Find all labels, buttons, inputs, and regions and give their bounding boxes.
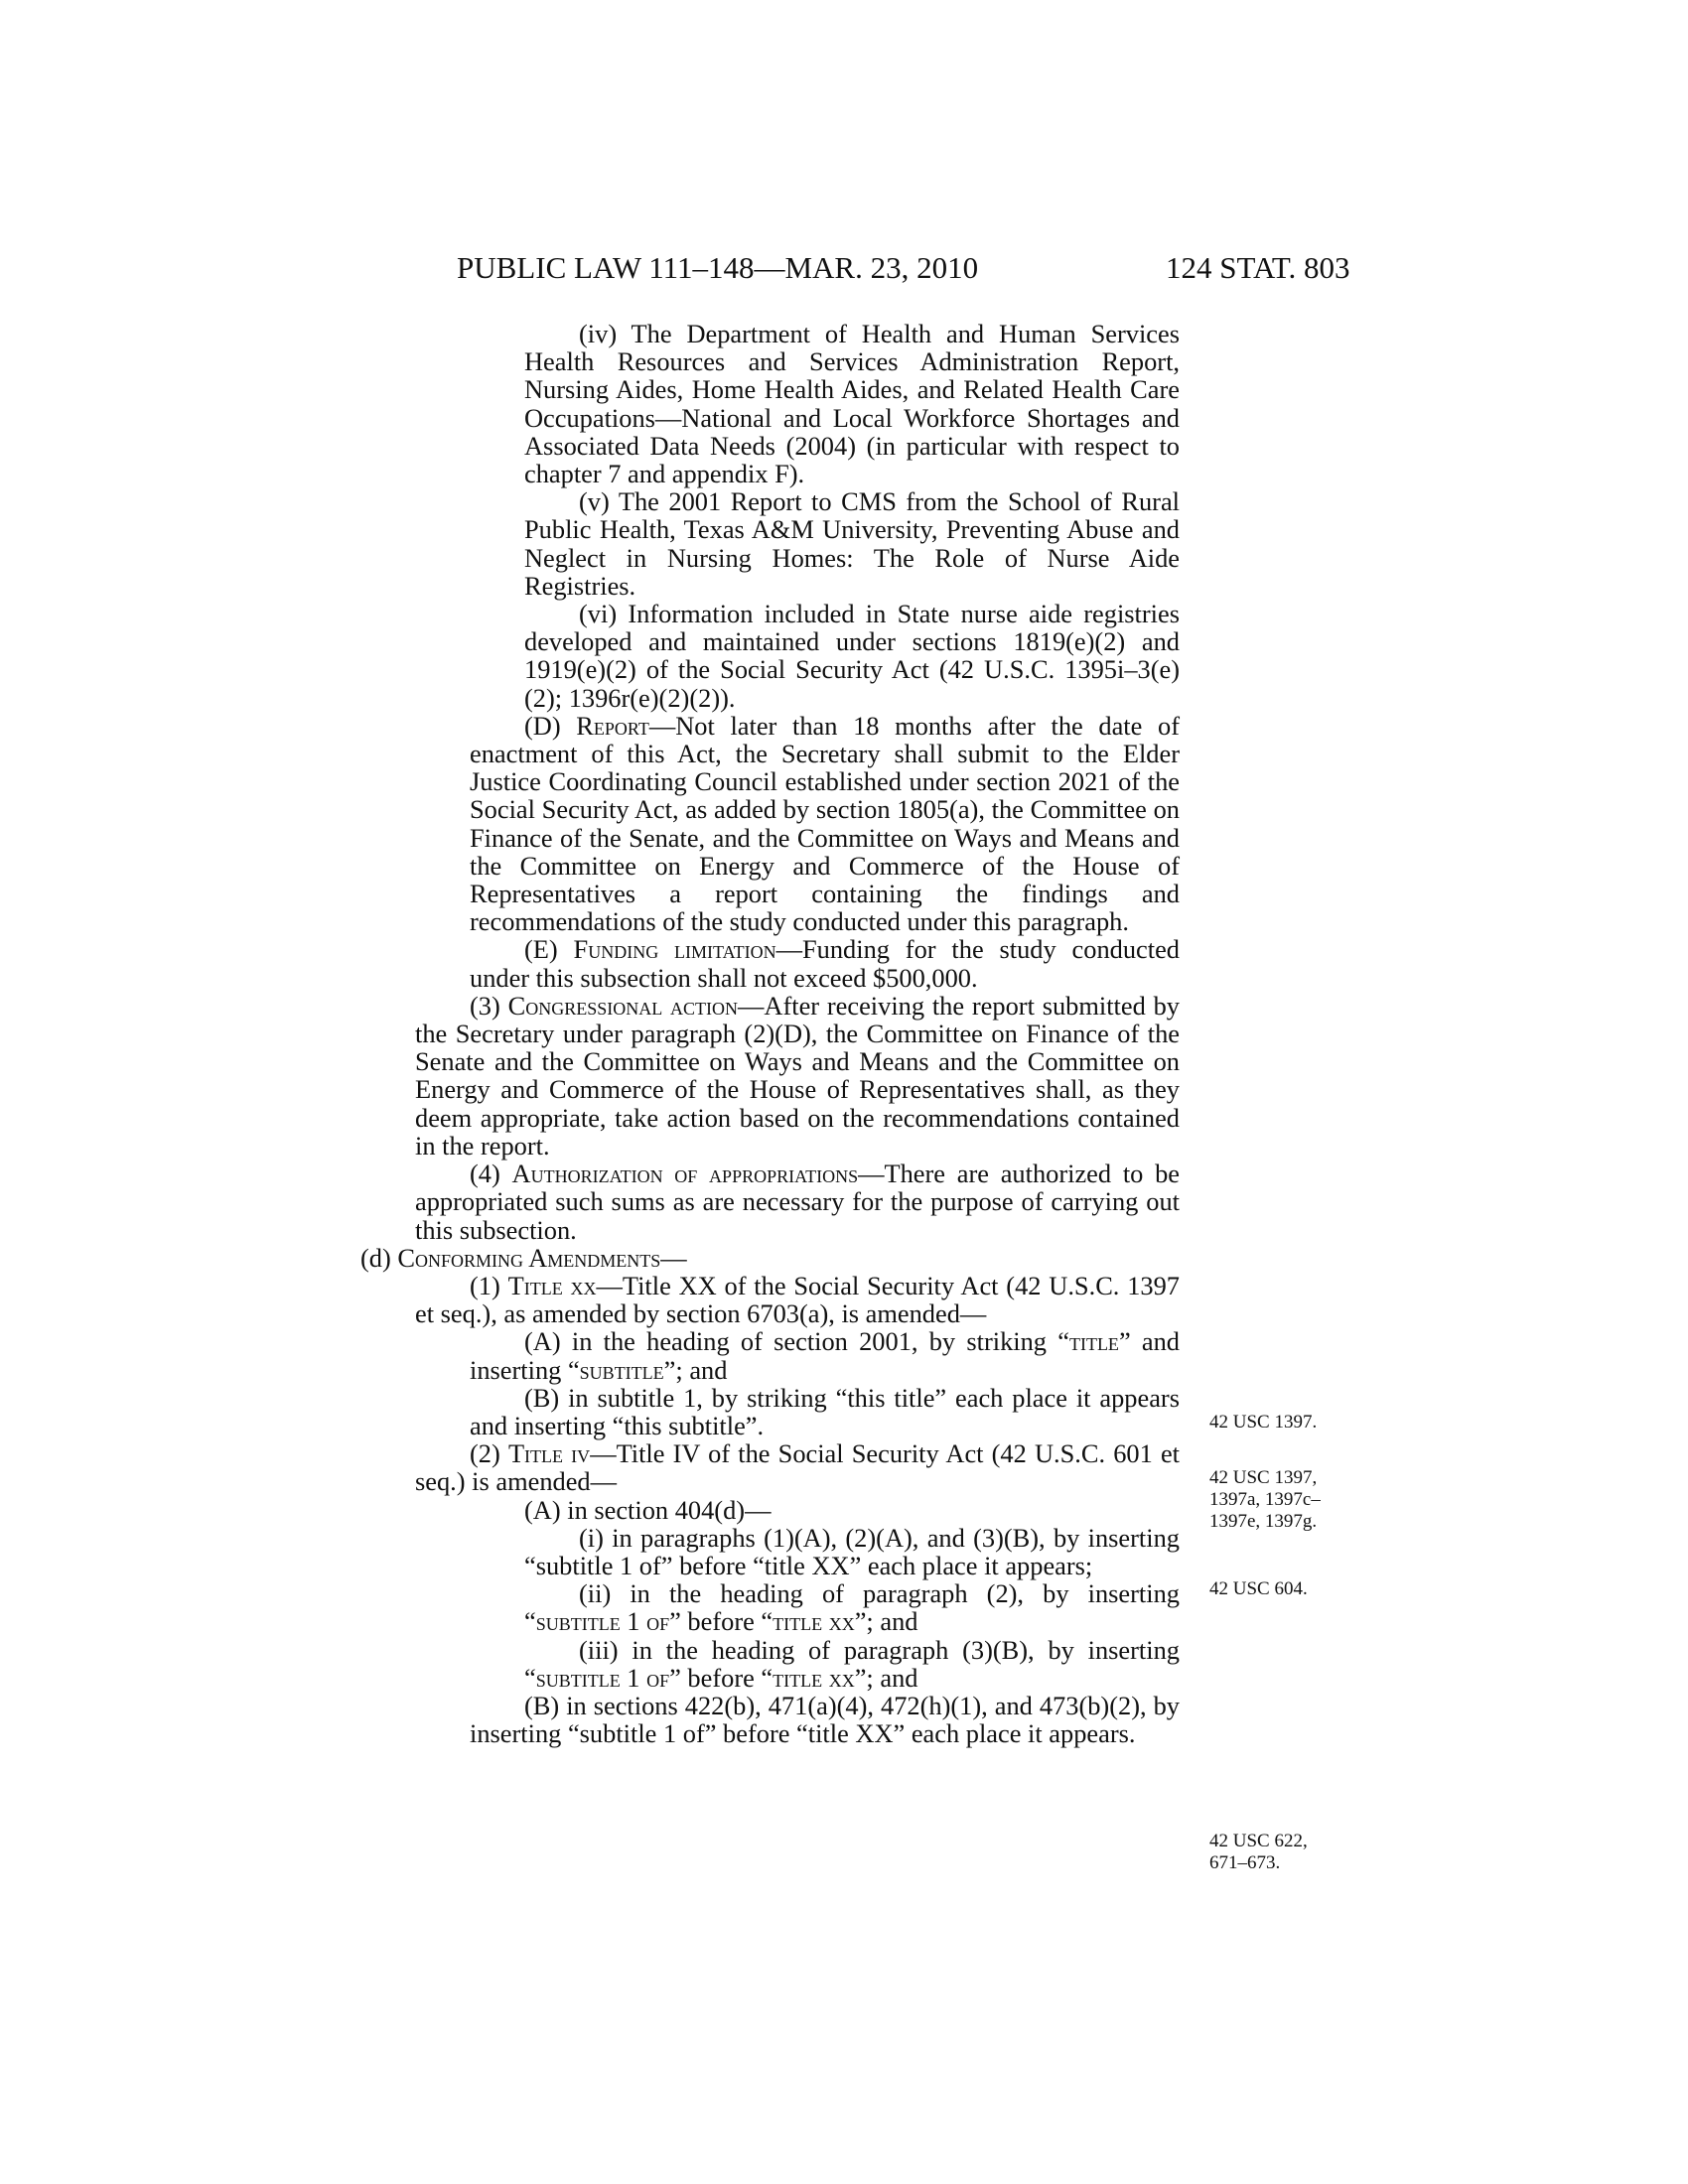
clause-d2Aiii-sc2: title xx bbox=[773, 1662, 855, 1693]
margin-note-line: 1397e, 1397g. bbox=[1209, 1511, 1318, 1532]
clause-d2Aii-a: (ii) in the heading of paragraph (2), by inserting “ bbox=[524, 1578, 1180, 1637]
subparagraph-d1A-sc1: title bbox=[1068, 1326, 1119, 1357]
subparagraph-E-num: (E) bbox=[524, 934, 558, 965]
subparagraph-E bbox=[360, 935, 1180, 991]
paragraph-d2 bbox=[360, 1439, 1180, 1495]
clause-d2Aiii-a: (iii) in the heading of paragraph (3)(B), by inserting “ bbox=[524, 1634, 1180, 1693]
subparagraph-d1A-a: (A) in the heading of section 2001, by striking “ bbox=[524, 1326, 1069, 1357]
page-header-right: 124 STAT. 803 bbox=[1166, 250, 1350, 285]
margin-note-line: 42 USC 604. bbox=[1209, 1578, 1308, 1599]
subparagraph-d1A-c: ”; and bbox=[663, 1354, 728, 1385]
margin-note-42-usc-1397 bbox=[1209, 1412, 1317, 1433]
margin-note-line: 1397a, 1397c– bbox=[1209, 1489, 1321, 1510]
clause-vi: (vi) Information included in State nurse aide registries developed and maintained under sections 1819(e)(2) and 1919(e)(2) of the Social Security Act (42 U.S.C. 1395i–3(e)(2); 1396r(e)(2)(2)). bbox=[524, 599, 1180, 713]
clause-d2Aii-sc1: subtitle 1 of bbox=[535, 1606, 670, 1637]
paragraph-3-text: —After receiving the report submitted by the Secretary under paragraph (2)(D), the Committee on Finance of the Senate and the Committee on Ways and Means and the Committee on Energy and Commerce of the House of Representatives shall, as they deem appropriate, take action based on the recommendations contained in the report. bbox=[415, 990, 1180, 1160]
subsection-d-text: — bbox=[660, 1242, 687, 1273]
paragraph-4-heading: Authorization of appropriations bbox=[511, 1159, 859, 1189]
clause-d2Aii-sc2: title xx bbox=[773, 1606, 855, 1637]
paragraph-d2-heading: Title iv bbox=[507, 1438, 591, 1469]
subparagraph-D-heading: Report bbox=[576, 710, 649, 741]
paragraph-4-text: —There are authorized to be appropriated such sums as are necessary for the purpose of carrying out this subsection. bbox=[415, 1159, 1180, 1245]
clause-d2Aiii-sc1: subtitle 1 of bbox=[535, 1662, 670, 1693]
subparagraph-E-heading: Funding limitation bbox=[573, 934, 776, 965]
paragraph-3-num: (3) bbox=[470, 990, 500, 1021]
margin-note-line: 42 USC 1397, bbox=[1209, 1467, 1318, 1488]
margin-note-line: 42 USC 622, bbox=[1209, 1831, 1308, 1851]
body-text bbox=[360, 320, 1180, 1747]
paragraph-d1-heading: Title xx bbox=[507, 1270, 597, 1300]
subparagraph-d1B: (B) in subtitle 1, by striking “this title” each place it appears and inserting “this subtitle”. bbox=[470, 1382, 1180, 1440]
subsection-d bbox=[360, 1244, 1180, 1272]
clause-d2Aii-c: ”; and bbox=[854, 1606, 918, 1637]
subparagraph-d2B: (B) in sections 422(b), 471(a)(4), 472(h)(1), and 473(b)(2), by inserting “subtitle 1 of” before “title XX” each place it appears. bbox=[470, 1690, 1180, 1749]
paragraph-4-num: (4) bbox=[470, 1159, 500, 1189]
paragraph-4 bbox=[360, 1160, 1180, 1244]
margin-note-42-usc-1397-multi bbox=[1209, 1467, 1321, 1533]
clause-d2Aiii-c: ”; and bbox=[854, 1662, 918, 1693]
page-header-left: PUBLIC LAW 111–148—MAR. 23, 2010 bbox=[457, 250, 979, 285]
clause-d2Aii-b: ” before “ bbox=[669, 1606, 774, 1637]
paragraph-d1-num: (1) bbox=[470, 1270, 500, 1300]
subsection-d-heading: Conforming Amendments bbox=[397, 1242, 661, 1273]
subparagraph-E-text: —Funding for the study conducted under this subsection shall not exceed $500,000. bbox=[470, 934, 1180, 993]
clause-v: (v) The 2001 Report to CMS from the School of Rural Public Health, Texas A&M University, Preventing Abuse and Neglect in Nursing Homes: The Role of Nurse Aide Registries. bbox=[524, 486, 1180, 601]
clause-iv: (iv) The Department of Health and Human Services Health Resources and Services Administration Report, Nursing Aides, Home Health Aides, and Related Health Care Occupations—National and Local Workforce Shortages and Associated Data Needs (2004) (in particular with respect to chapter 7 and appendix F). bbox=[524, 319, 1180, 489]
paragraph-d2-num: (2) bbox=[470, 1438, 500, 1469]
clause-d2Aiii bbox=[360, 1636, 1180, 1692]
paragraph-d1-text: —Title XX of the Social Security Act (42 U.S.C. 1397 et seq.), as amended by section 6703(a), is amended— bbox=[415, 1270, 1180, 1329]
clause-d2Aii bbox=[360, 1579, 1180, 1635]
margin-note-line: 42 USC 1397. bbox=[1209, 1412, 1318, 1433]
subparagraph-D bbox=[360, 712, 1180, 936]
clause-d2Ai: (i) in paragraphs (1)(A), (2)(A), and (3)(B), by inserting “subtitle 1 of” before “title XX” each place it appears; bbox=[524, 1522, 1180, 1580]
subparagraph-d1A-sc2: subtitle bbox=[579, 1354, 664, 1385]
subparagraph-D-num: (D) bbox=[524, 710, 561, 741]
subparagraph-d1A bbox=[360, 1327, 1180, 1383]
paragraph-d2-text: —Title IV of the Social Security Act (42 U.S.C. 601 et seq.) is amended— bbox=[415, 1438, 1180, 1497]
paragraph-d1 bbox=[360, 1272, 1180, 1327]
paragraph-3-heading: Congressional action bbox=[507, 990, 738, 1021]
subparagraph-D-text: —Not later than 18 months after the date of enactment of this Act, the Secretary shall submit to the Elder Justice Coordinating Council established under section 2021 of the Social Security Act, as added by section 1805(a), the Committee on Finance of the Senate, and the Committee on Ways and Means and the Committee on Energy and Commerce of the House of Representatives a report containing the findings and recommendations of the study conducted under this paragraph. bbox=[470, 710, 1180, 937]
subsection-d-num: (d) bbox=[360, 1242, 391, 1273]
paragraph-3 bbox=[360, 992, 1180, 1160]
subparagraph-d2A: (A) in section 404(d)— bbox=[524, 1494, 772, 1525]
margin-note-line: 671–673. bbox=[1209, 1852, 1281, 1873]
margin-note-42-usc-604 bbox=[1209, 1578, 1308, 1600]
subparagraph-d1A-b: ” and inserting “ bbox=[470, 1326, 1180, 1385]
margin-note-42-usc-622 bbox=[1209, 1831, 1308, 1874]
clause-d2Aiii-b: ” before “ bbox=[669, 1662, 774, 1693]
